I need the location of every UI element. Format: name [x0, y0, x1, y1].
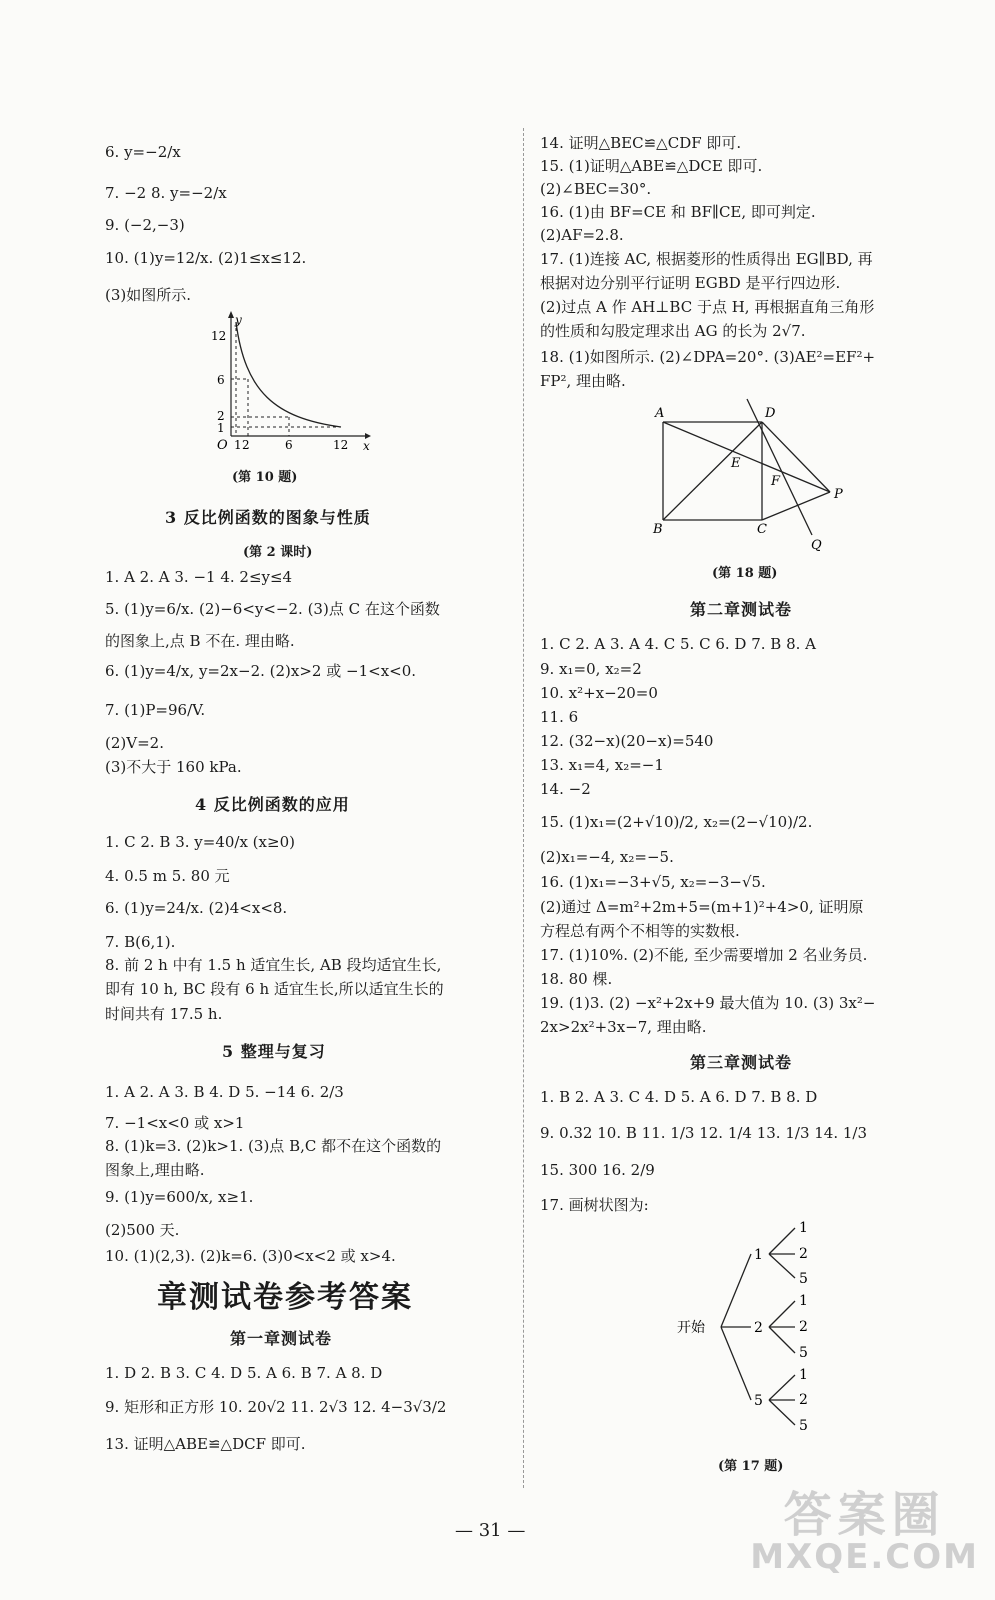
answer-line: (3)如图所示.: [105, 286, 192, 304]
tree-leaf: 2: [799, 1392, 808, 1408]
answer-line: 10. (1)(2,3). (2)k=6. (3)0<x<2 或 x>4.: [105, 1247, 396, 1265]
answer-line: 的性质和勾股定理求出 AG 的长为 2√7.: [540, 322, 806, 340]
watermark-url: MXQE.COM: [750, 1537, 979, 1578]
answer-line: 16. (1)由 BF=CE 和 BF∥CE, 即可判定.: [540, 203, 816, 221]
answer-line: 9. x₁=0, x₂=2: [540, 660, 642, 678]
answer-line: (2)AF=2.8.: [540, 226, 624, 244]
answer-line: 14. 证明△BEC≌△CDF 即可.: [540, 134, 742, 152]
tree-diagram: [675, 1212, 835, 1437]
answer-line: 16. (1)x₁=−3+√5, x₂=−3−√5.: [540, 873, 766, 891]
answer-line: 13. x₁=4, x₂=−1: [540, 756, 664, 774]
point-label: B: [653, 522, 663, 537]
answer-line: 8. (1)k=3. (2)k>1. (3)点 B,C 都不在这个函数的: [105, 1137, 442, 1155]
point-label: F: [771, 474, 781, 489]
geometry-figure: [645, 395, 850, 555]
tree-leaf: 1: [799, 1367, 808, 1383]
answer-line: 7. B(6,1).: [105, 933, 176, 951]
tree-leaf: 1: [799, 1220, 808, 1236]
answer-line: 10. (1)y=12/x. (2)1≤x≤12.: [105, 249, 307, 267]
answer-line: 9. (−2,−3): [105, 216, 185, 234]
answer-line: 17. (1)连接 AC, 根据菱形的性质得出 EG∥BD, 再: [540, 250, 873, 268]
answer-line: 1. B 2. A 3. C 4. D 5. A 6. D 7. B 8. D: [540, 1088, 818, 1106]
chapter-title: 第一章测试卷: [230, 1329, 333, 1348]
section-subtitle: (第 2 课时): [243, 545, 313, 560]
page-number: — 31 —: [455, 1520, 526, 1541]
answer-line: 17. 画树状图为:: [540, 1196, 649, 1214]
tick-label: 2: [217, 409, 225, 423]
column-divider: [523, 128, 524, 1488]
answer-line: 19. (1)3. (2) −x²+2x+9 最大值为 10. (3) 3x²−: [540, 994, 876, 1012]
origin-label: O: [217, 438, 228, 453]
tree-leaf: 5: [799, 1418, 808, 1434]
answer-line: 4. 0.5 m 5. 80 元: [105, 867, 230, 885]
section-title: 3 反比例函数的图象与性质: [165, 508, 371, 527]
answer-line: (2)∠BEC=30°.: [540, 180, 652, 198]
tree-leaf: 2: [799, 1319, 808, 1335]
answer-line: 12. (32−x)(20−x)=540: [540, 732, 714, 750]
answer-line: 1. D 2. B 3. C 4. D 5. A 6. B 7. A 8. D: [105, 1364, 383, 1382]
tree-root: 开始: [677, 1320, 705, 1336]
answer-line: (2)x₁=−4, x₂=−5.: [540, 848, 674, 866]
figure-caption: (第 17 题): [718, 1459, 784, 1474]
point-label: A: [655, 406, 665, 421]
answer-line: 6. (1)y=24/x. (2)4<x<8.: [105, 899, 288, 917]
answer-line: 1. A 2. A 3. B 4. D 5. −14 6. 2/3: [105, 1083, 344, 1101]
answer-line: 方程总有两个不相等的实数根.: [540, 922, 740, 940]
answer-line: 9. 矩形和正方形 10. 20√2 11. 2√3 12. 4−3√3/2: [105, 1398, 447, 1416]
answer-line: 15. (1)x₁=(2+√10)/2, x₂=(2−√10)/2.: [540, 813, 813, 831]
watermark-text: 答案圈: [783, 1487, 946, 1543]
tick-label: 12: [211, 329, 227, 343]
answer-line: (2)通过 Δ=m²+2m+5=(m+1)²+4>0, 证明原: [540, 898, 864, 916]
tick-label: 1: [217, 421, 225, 435]
watermark-logo: [750, 1487, 979, 1578]
answer-line: 图象上,理由略.: [105, 1161, 205, 1179]
tree-leaf: 1: [799, 1293, 808, 1309]
point-label: D: [765, 406, 776, 421]
answer-line: 9. (1)y=600/x, x≥1.: [105, 1188, 254, 1206]
answer-line: 时间共有 17.5 h.: [105, 1005, 223, 1023]
answer-line: 6. (1)y=4/x, y=2x−2. (2)x>2 或 −1<x<0.: [105, 662, 417, 680]
answer-line: 14. −2: [540, 780, 591, 798]
answer-line: (2)V=2.: [105, 734, 164, 752]
answer-line: 17. (1)10%. (2)不能, 至少需要增加 2 名业务员.: [540, 946, 868, 964]
answer-line: 15. 300 16. 2/9: [540, 1161, 655, 1179]
point-label: P: [834, 487, 843, 502]
answer-line: 15. (1)证明△ABE≌△DCE 即可.: [540, 157, 763, 175]
big-title: 章测试卷参考答案: [157, 1280, 413, 1315]
tick-label: 6: [285, 438, 293, 452]
section-title: 4 反比例函数的应用: [195, 795, 350, 814]
function-graph: [205, 308, 375, 453]
axis-label: x: [363, 439, 370, 453]
tick-label: 12: [333, 438, 349, 452]
tree-leaf: 2: [799, 1246, 808, 1262]
answer-line: 1. C 2. B 3. y=40/x (x≥0): [105, 833, 295, 851]
answer-line: 9. 0.32 10. B 11. 1/3 12. 1/4 13. 1/3 14. 1/3: [540, 1124, 868, 1142]
answer-line: 2x>2x²+3x−7, 理由略.: [540, 1018, 707, 1036]
answer-line: 13. 证明△ABE≌△DCF 即可.: [105, 1435, 306, 1453]
answer-line: 7. (1)P=96/V.: [105, 701, 206, 719]
tick-label: 6: [217, 373, 225, 387]
tree-leaf: 5: [799, 1271, 808, 1287]
figure-caption: (第 10 题): [232, 470, 298, 485]
answer-line: 7. −1<x<0 或 x>1: [105, 1114, 245, 1132]
point-label: C: [757, 522, 767, 537]
answer-line: FP², 理由略.: [540, 372, 626, 390]
tick-label: 2: [242, 438, 250, 452]
answer-line: 1. A 2. A 3. −1 4. 2≤y≤4: [105, 568, 293, 586]
tree-leaf: 5: [799, 1345, 808, 1361]
answer-line: 8. 前 2 h 中有 1.5 h 适宜生长, AB 段均适宜生长,: [105, 956, 442, 974]
section-title: 5 整理与复习: [222, 1042, 326, 1061]
chapter-title: 第三章测试卷: [690, 1053, 793, 1072]
point-label: Q: [811, 538, 822, 553]
figure-caption: (第 18 题): [712, 566, 778, 581]
chapter-title: 第二章测试卷: [690, 600, 793, 619]
point-label: E: [731, 456, 741, 471]
answer-line: 11. 6: [540, 708, 579, 726]
answer-line: 1. C 2. A 3. A 4. C 5. C 6. D 7. B 8. A: [540, 635, 816, 653]
answer-line: (2)500 天.: [105, 1221, 180, 1239]
tick-label: 1: [234, 438, 242, 452]
answer-line: 7. −2 8. y=−2/x: [105, 184, 227, 202]
answer-line: (3)不大于 160 kPa.: [105, 758, 242, 776]
answer-line: 即有 10 h, BC 段有 6 h 适宜生长,所以适宜生长的: [105, 980, 444, 998]
answer-line: 5. (1)y=6/x. (2)−6<y<−2. (3)点 C 在这个函数: [105, 600, 440, 618]
answer-line: 10. x²+x−20=0: [540, 684, 658, 702]
answer-line: 的图象上,点 B 不在. 理由略.: [105, 632, 295, 650]
answer-line: (2)过点 A 作 AH⊥BC 于点 H, 再根据直角三角形: [540, 298, 875, 316]
answer-line: 根据对边分别平行证明 EGBD 是平行四边形.: [540, 274, 841, 292]
answer-line: 6. y=−2/x: [105, 143, 181, 161]
axis-label: y: [235, 313, 242, 327]
answer-line: 18. (1)如图所示. (2)∠DPA=20°. (3)AE²=EF²+: [540, 348, 876, 366]
tree-node: 2: [754, 1320, 763, 1336]
tree-node: 1: [754, 1247, 763, 1263]
answer-line: 18. 80 棵.: [540, 970, 613, 988]
tree-node: 5: [754, 1393, 763, 1409]
